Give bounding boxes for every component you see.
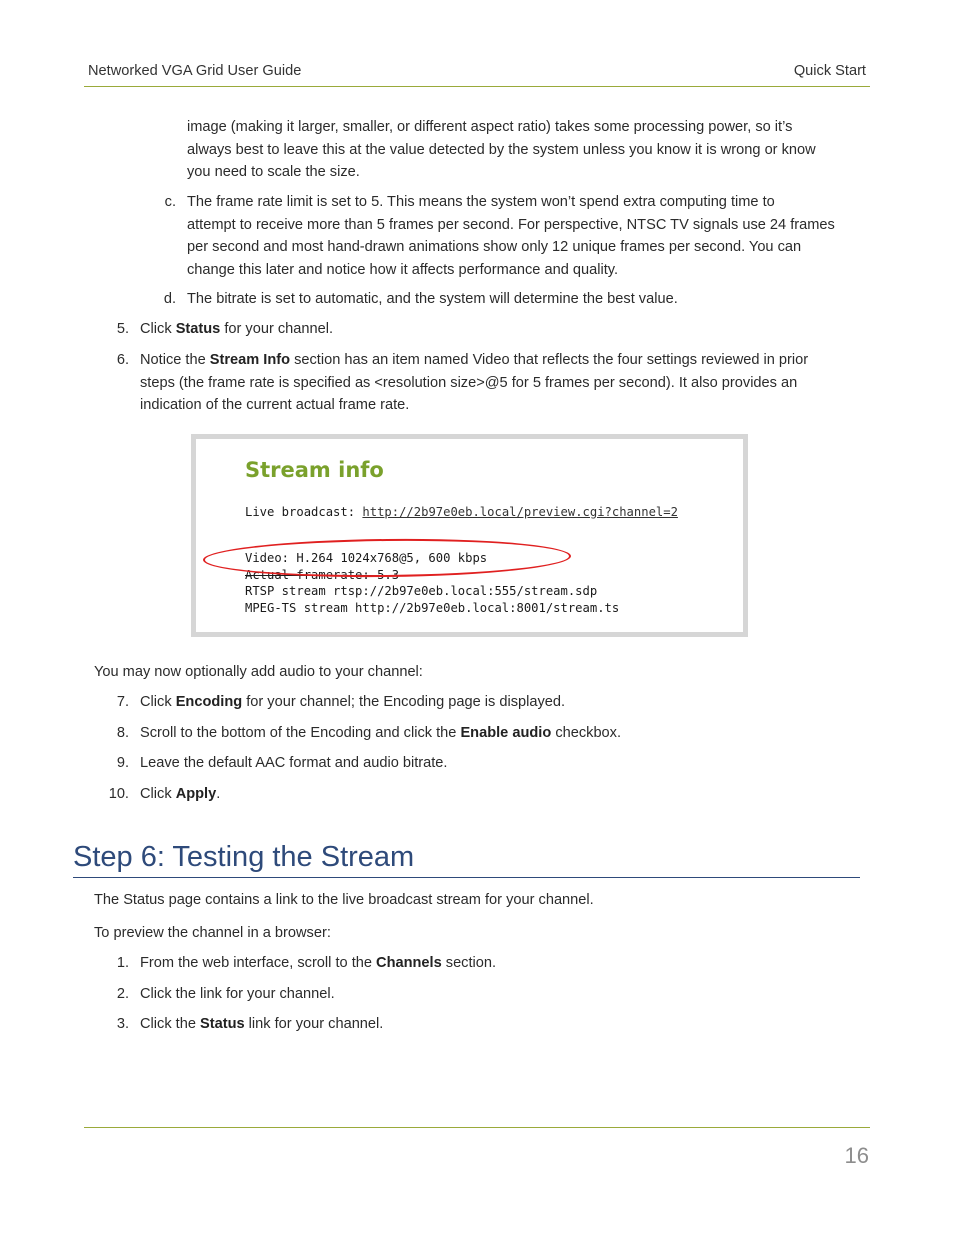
text-line: The frame rate limit is set to 5. This means the system won’t spend extra computing time to — [187, 194, 775, 210]
header-title: Networked VGA Grid User Guide — [88, 63, 302, 79]
ui-term: Status — [200, 1016, 245, 1032]
list-number: 9. — [116, 755, 129, 771]
item-d: The bitrate is set to automatic, and the system will determine the best value. — [187, 291, 678, 307]
step-9: Leave the default AAC format and audio bitrate. — [140, 755, 448, 771]
text-line: steps (the frame rate is specified as <resolution size>@5 for 5 frames per second). It also provides an — [140, 374, 798, 391]
list-number: 3. — [116, 1016, 129, 1032]
item-b-continuation — [187, 116, 816, 184]
text-run: section has an item named Video that reflects the four settings reviewed in prior — [290, 352, 809, 368]
step-5 — [140, 318, 333, 341]
list-number: 7. — [116, 694, 129, 710]
text-line: always best to leave this at the value detected by the system unless you know it is wrong or know — [187, 141, 816, 158]
list-number: 1. — [116, 955, 129, 971]
list-number: 2. — [116, 986, 129, 1002]
stream-info-title: Stream info — [245, 458, 384, 482]
stream-info-screenshot — [191, 434, 748, 637]
heading-rule — [73, 877, 860, 878]
footer-rule — [84, 1127, 870, 1128]
text-run: for your channel; the Encoding page is displayed. — [242, 694, 566, 710]
text-run: for your channel. — [220, 321, 334, 337]
text-line: per second and most hand-drawn animations show only 12 unique frames per second. You can — [187, 239, 802, 255]
text-run: . — [216, 786, 221, 802]
section-paragraph: The Status page contains a link to the live broadcast stream for your channel. — [94, 892, 594, 908]
ui-term: Encoding — [175, 694, 243, 710]
step-10 — [140, 783, 220, 806]
text-line: image (making it larger, smaller, or different aspect ratio) takes some processing power, so it’s — [187, 119, 793, 135]
highlight-oval — [203, 537, 571, 579]
list-number: 6. — [116, 352, 129, 368]
text-run: Click — [140, 321, 176, 337]
ui-term: Channels — [376, 955, 442, 971]
step-8 — [140, 722, 621, 745]
list-number: 5. — [116, 321, 129, 337]
text-run: section. — [441, 955, 497, 971]
ui-term: Enable audio — [460, 725, 552, 741]
step-7 — [140, 691, 565, 714]
text-run: Click — [140, 694, 176, 710]
text-line: indication of the current actual frame rate. — [140, 397, 410, 413]
text-run: link for your channel. — [244, 1016, 384, 1032]
preview-step-3 — [140, 1013, 383, 1036]
live-broadcast-line — [245, 505, 678, 519]
ui-term: Stream Info — [209, 352, 291, 368]
list-marker: c. — [164, 194, 176, 210]
section-heading: Step 6: Testing the Stream — [73, 841, 415, 873]
audio-intro: You may now optionally add audio to your channel: — [94, 664, 423, 680]
text-line: you need to scale the size. — [187, 164, 360, 180]
text-line — [140, 349, 808, 372]
ui-term: Apply — [175, 786, 217, 802]
section-paragraph: To preview the channel in a browser: — [94, 925, 331, 941]
list-number: 10. — [108, 786, 129, 802]
item-c — [187, 191, 835, 281]
text-run: Click the — [140, 1016, 201, 1032]
video-line: Video: H.264 1024x768@5, 600 kbps — [245, 551, 488, 565]
ui-term: Status — [175, 321, 221, 337]
page-number: 16 — [844, 1143, 869, 1168]
text-run: checkbox. — [551, 725, 622, 741]
text-line: change this later and notice how it affects performance and quality. — [187, 261, 619, 278]
text-run: Notice the — [140, 352, 210, 368]
mpegts-line: MPEG-TS stream http://2b97e0eb.local:8001/stream.ts — [245, 601, 620, 615]
text-run: Click — [140, 786, 176, 802]
rtsp-line: RTSP stream rtsp://2b97e0eb.local:555/stream.sdp — [245, 584, 598, 598]
text-run: Scroll to the bottom of the Encoding and click the — [140, 725, 461, 741]
text-line: attempt to receive more than 5 frames per second. For perspective, NTSC TV signals use 24 frames — [187, 216, 835, 233]
step-6 — [140, 349, 808, 417]
text-run: From the web interface, scroll to the — [140, 955, 377, 971]
live-broadcast-label: Live broadcast: — [245, 505, 363, 519]
header-rule — [84, 86, 870, 87]
preview-step-1 — [140, 952, 496, 975]
preview-step-2: Click the link for your channel. — [140, 986, 335, 1002]
framerate-line: Actual framerate: 5.3 — [245, 568, 400, 580]
list-marker: d. — [163, 291, 176, 307]
live-broadcast-link[interactable]: http://2b97e0eb.local/preview.cgi?channel=2 — [362, 505, 678, 519]
header-section: Quick Start — [793, 63, 866, 79]
list-number: 8. — [116, 725, 129, 741]
